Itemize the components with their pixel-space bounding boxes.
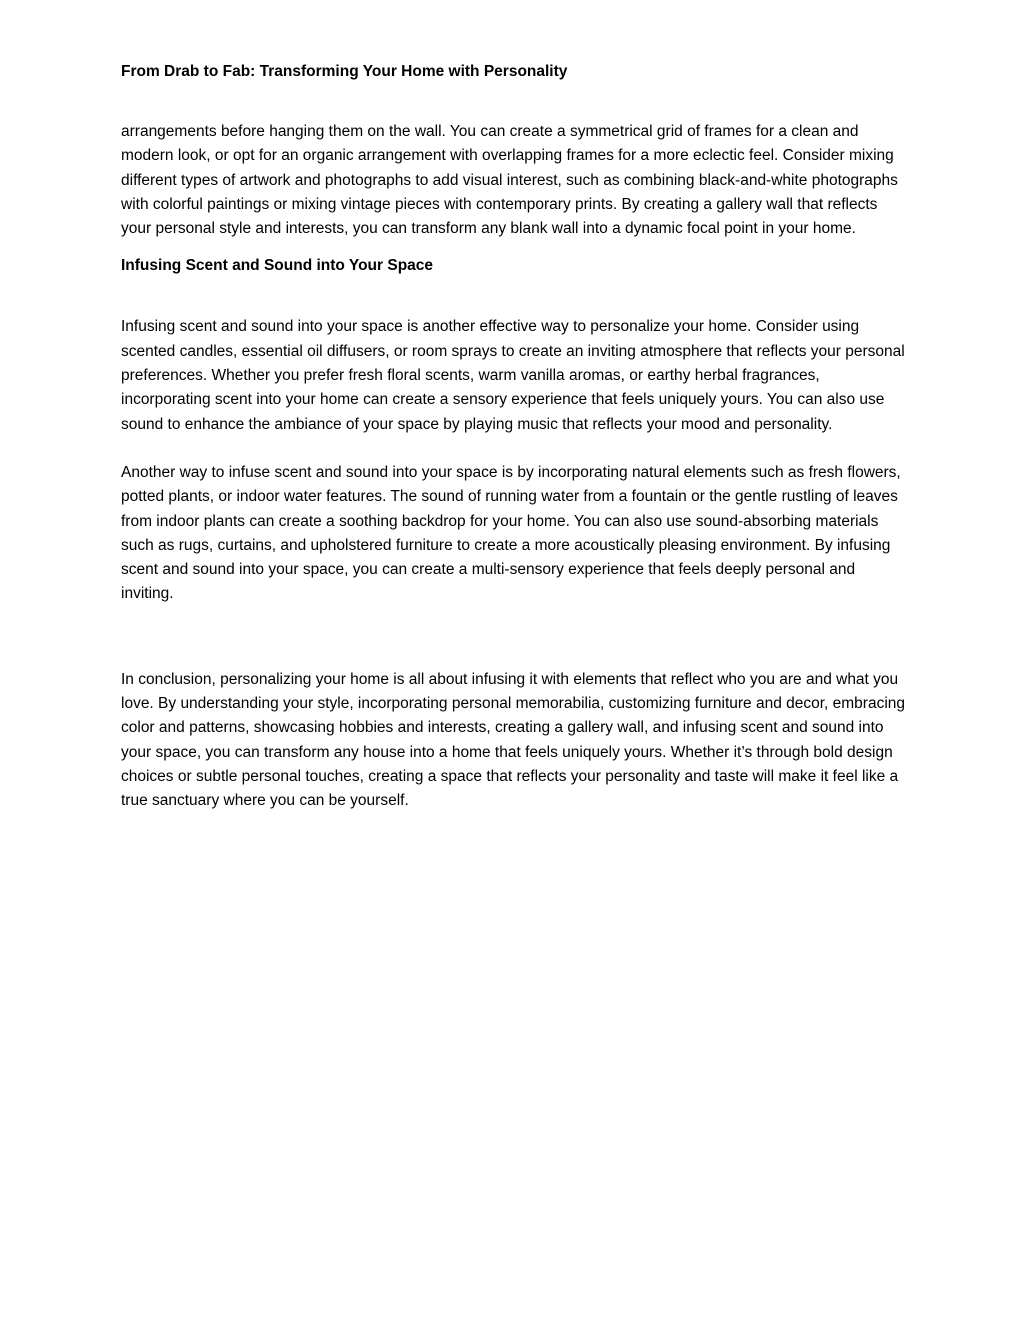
paragraph-scent-sound-intro: Infusing scent and sound into your space is another effective way to personalize your home. Consider using scented candles, essential oil diffusers, or room sprays to create an inviting atmosphere that reflects your personal preferences. Whether you prefer fresh floral scents, warm vanilla aromas, or earthy herbal fragrances, incorporating scent into your home can create a sensory experience that feels uniquely yours. You can also use sound to enhance the ambiance of your space by playing music that reflects your mood and personality.: [121, 318, 905, 433]
paragraph-conclusion: In conclusion, personalizing your home is all about infusing it with elements that reflect who you are and what you love. By understanding your style, incorporating personal memorabilia, customizing furniture and decor, embracing color and patterns, showcasing hobbies and interests, creating a gallery wall, and infusing scent and sound into your space, you can transform any house into a home that feels uniquely yours. Whether it’s through bold design choices or subtle personal touches, creating a space that reflects your personality and taste will make it feel like a true sanctuary where you can be yourself.: [121, 670, 906, 810]
section-heading-scent-sound: Infusing Scent and Sound into Your Space: [121, 257, 434, 275]
document-body: [121, 61, 911, 814]
document-title: From Drab to Fab: Transforming Your Home with Personality: [121, 63, 568, 80]
paragraph-gallery-wall: arrangements before hanging them on the wall. You can create a symmetrical grid of frames for a clean and modern look, or opt for an organic arrangement with overlapping frames for a more eclectic feel. Consider mixing different types of artwork and photographs to add visual interest, such as combining black-and-white photographs with colorful paintings or mixing vintage pieces with contemporary prints. By creating a gallery wall that reflects your personal style and interests, you can transform any blank wall into a dynamic focal point in your home.: [121, 123, 898, 238]
paragraph-natural-elements: Another way to infuse scent and sound into your space is by incorporating natural elements such as fresh flowers, potted plants, or indoor water features. The sound of running water from a fountain or the gentle rustling of leaves from indoor plants can create a soothing backdrop for your home. You can also use sound-absorbing materials such as rugs, curtains, and upholstered furniture to create a more acoustically pleasing environment. By infusing scent and sound into your space, you can create a multi-sensory experience that feels deeply personal and inviting.: [121, 463, 901, 603]
